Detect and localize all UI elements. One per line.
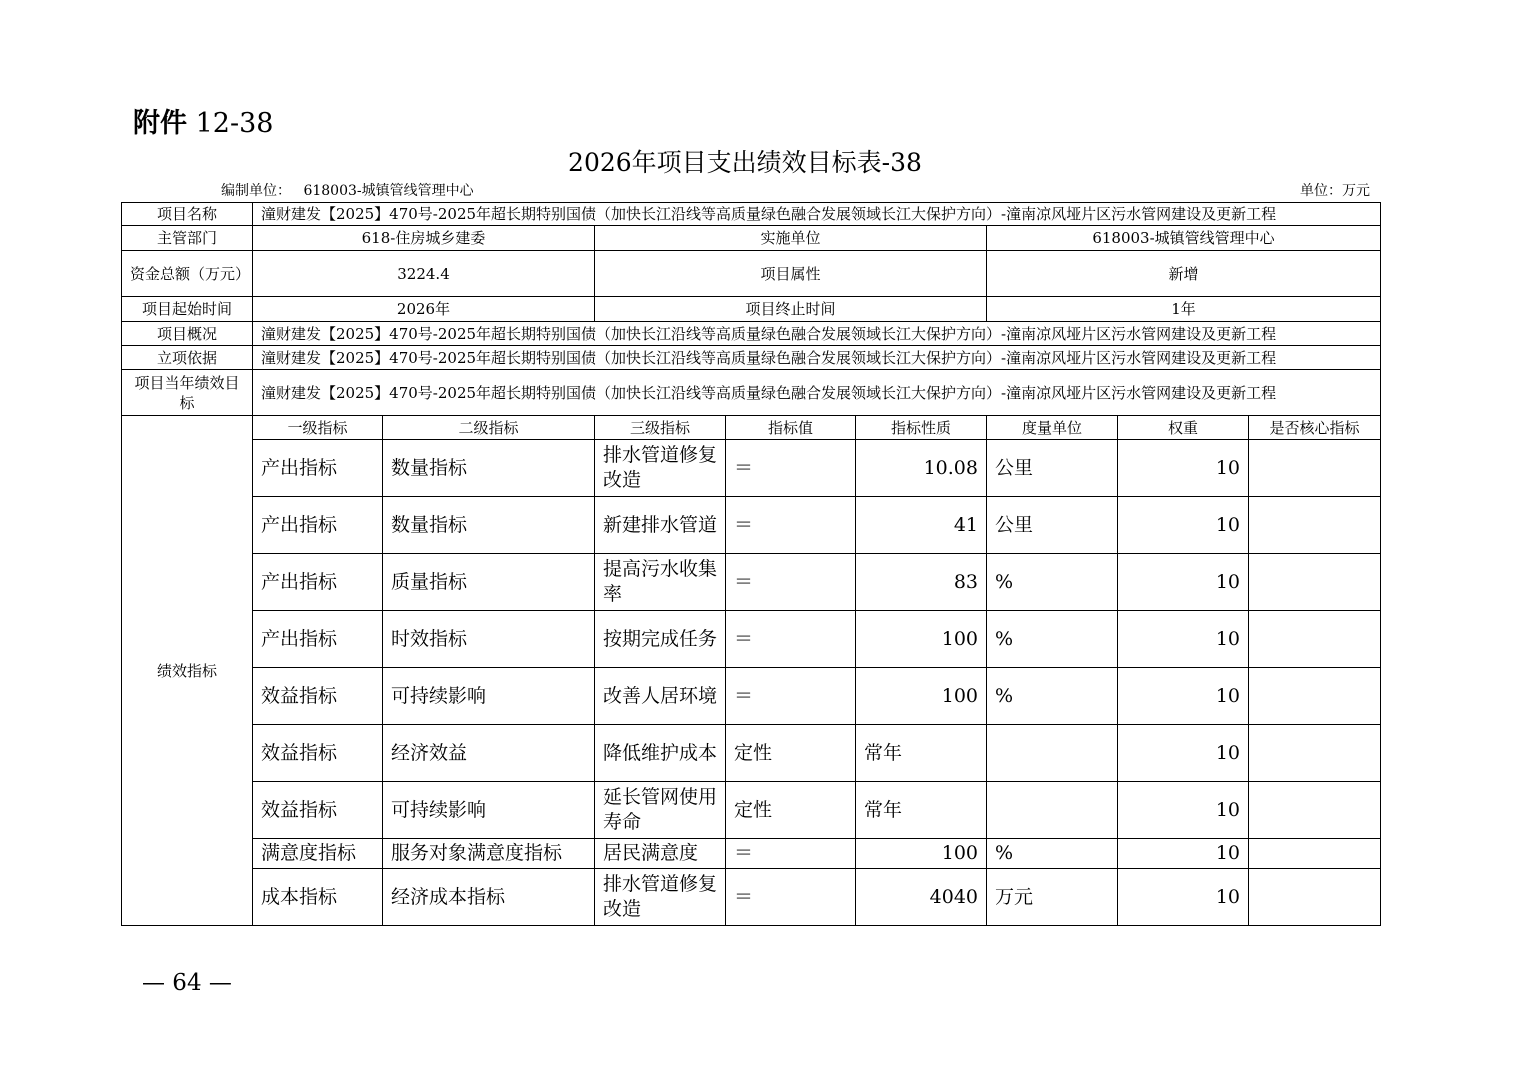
row-val: 定性: [726, 725, 856, 782]
overview-label: 项目概况: [122, 322, 253, 346]
row-l1: 产出指标: [253, 440, 383, 497]
row-nature: 83: [856, 554, 987, 611]
row-val: 定性: [726, 782, 856, 839]
row-unit: 万元: [987, 869, 1118, 926]
impl-value: 618003-城镇管线管理中心: [987, 226, 1381, 251]
perf-section-label: 绩效指标: [122, 416, 253, 926]
row-l1: 产出指标: [253, 497, 383, 554]
row-l3: 降低维护成本: [595, 725, 726, 782]
row-val: ＝: [726, 611, 856, 668]
compiler-value: 618003-城镇管线管理中心: [303, 183, 474, 199]
row-unit: 公里: [987, 440, 1118, 497]
row-unit: %: [987, 554, 1118, 611]
unit-text: 单位：万元: [1300, 183, 1370, 199]
col-nature: 指标性质: [856, 416, 987, 440]
row-l3: 新建排水管道: [595, 497, 726, 554]
row-nature: 100: [856, 839, 987, 869]
end-value: 1年: [987, 297, 1381, 322]
row-core: [1249, 440, 1381, 497]
row-core: [1249, 869, 1381, 926]
row-weight: 10: [1118, 497, 1249, 554]
goal-value: 潼财建发【2025】470号-2025年超长期特别国债（加快长江沿线等高质量绿色融合发展领域长江大保护方向）-潼南凉风垭片区污水管网建设及更新工程: [253, 370, 1381, 416]
col-l2: 二级指标: [383, 416, 595, 440]
compiler-line: [221, 182, 474, 200]
row-val: ＝: [726, 497, 856, 554]
row-core: [1249, 668, 1381, 725]
row-l1: 产出指标: [253, 554, 383, 611]
row-l2: 质量指标: [383, 554, 595, 611]
row-l3: 排水管道修复改造: [595, 869, 726, 926]
row-l2: 时效指标: [383, 611, 595, 668]
row-basis: [122, 346, 1381, 370]
attachment-number: 12-38: [195, 108, 274, 139]
row-l2: 经济成本指标: [383, 869, 595, 926]
row-time: [122, 297, 1381, 322]
table-row: [122, 839, 1381, 869]
row-core: [1249, 497, 1381, 554]
row-unit: [987, 782, 1118, 839]
row-l3: 居民满意度: [595, 839, 726, 869]
row-nature: 10.08: [856, 440, 987, 497]
row-l3: 按期完成任务: [595, 611, 726, 668]
row-nature: 100: [856, 668, 987, 725]
row-l3: 改善人居环境: [595, 668, 726, 725]
row-l2: 可持续影响: [383, 782, 595, 839]
overview-value: 潼财建发【2025】470号-2025年超长期特别国债（加快长江沿线等高质量绿色融合发展领域长江大保护方向）-潼南凉风垭片区污水管网建设及更新工程: [253, 322, 1381, 346]
row-weight: 10: [1118, 611, 1249, 668]
row-val: ＝: [726, 440, 856, 497]
row-val: ＝: [726, 668, 856, 725]
row-nature: 41: [856, 497, 987, 554]
table-row: [122, 440, 1381, 497]
col-val: 指标值: [726, 416, 856, 440]
row-weight: 10: [1118, 869, 1249, 926]
compiler-label: 编制单位：: [221, 183, 291, 199]
table-row: [122, 869, 1381, 926]
table-row: [122, 611, 1381, 668]
row-core: [1249, 611, 1381, 668]
row-l2: 经济效益: [383, 725, 595, 782]
row-weight: 10: [1118, 440, 1249, 497]
project-name-label: 项目名称: [122, 203, 253, 226]
goal-label: 项目当年绩效目标: [122, 370, 253, 416]
row-l1: 成本指标: [253, 869, 383, 926]
row-project-name: [122, 203, 1381, 226]
table-row: [122, 782, 1381, 839]
start-value: 2026年: [253, 297, 595, 322]
col-l3: 三级指标: [595, 416, 726, 440]
dept-value: 618-住房城乡建委: [253, 226, 595, 251]
row-goal: [122, 370, 1381, 416]
basis-value: 潼财建发【2025】470号-2025年超长期特别国债（加快长江沿线等高质量绿色融合发展领域长江大保护方向）-潼南凉风垭片区污水管网建设及更新工程: [253, 346, 1381, 370]
row-l2: 服务对象满意度指标: [383, 839, 595, 869]
row-core: [1249, 554, 1381, 611]
page-number: — 64 —: [142, 970, 232, 996]
col-unit: 度量单位: [987, 416, 1118, 440]
attachment-heading: [133, 107, 273, 141]
row-weight: 10: [1118, 554, 1249, 611]
row-nature: 常年: [856, 782, 987, 839]
fund-label: 资金总额（万元）: [122, 251, 253, 297]
row-val: ＝: [726, 554, 856, 611]
row-val: ＝: [726, 839, 856, 869]
table-row: [122, 668, 1381, 725]
table-row: [122, 725, 1381, 782]
row-weight: 10: [1118, 782, 1249, 839]
row-l1: 效益指标: [253, 782, 383, 839]
row-l3: 提高污水收集率: [595, 554, 726, 611]
impl-label: 实施单位: [595, 226, 987, 251]
row-nature: 4040: [856, 869, 987, 926]
attr-label: 项目属性: [595, 251, 987, 297]
row-l2: 数量指标: [383, 497, 595, 554]
performance-table: [121, 202, 1381, 926]
row-core: [1249, 725, 1381, 782]
attachment-label: 附件: [133, 108, 187, 139]
row-val: ＝: [726, 869, 856, 926]
row-l3: 延长管网使用寿命: [595, 782, 726, 839]
row-weight: 10: [1118, 725, 1249, 782]
table-row: [122, 554, 1381, 611]
perf-header-row: [122, 416, 1381, 440]
basis-label: 立项依据: [122, 346, 253, 370]
attr-value: 新增: [987, 251, 1381, 297]
page-title: 2026年项目支出绩效目标表-38: [568, 148, 922, 177]
row-core: [1249, 839, 1381, 869]
row-unit: 公里: [987, 497, 1118, 554]
row-l1: 效益指标: [253, 725, 383, 782]
row-l1: 效益指标: [253, 668, 383, 725]
dept-label: 主管部门: [122, 226, 253, 251]
row-l2: 可持续影响: [383, 668, 595, 725]
row-fund: [122, 251, 1381, 297]
col-l1: 一级指标: [253, 416, 383, 440]
row-l1: 产出指标: [253, 611, 383, 668]
row-unit: %: [987, 839, 1118, 869]
row-nature: 常年: [856, 725, 987, 782]
row-unit: %: [987, 668, 1118, 725]
row-weight: 10: [1118, 668, 1249, 725]
row-l2: 数量指标: [383, 440, 595, 497]
row-weight: 10: [1118, 839, 1249, 869]
fund-value: 3224.4: [253, 251, 595, 297]
col-weight: 权重: [1118, 416, 1249, 440]
project-name: 潼财建发【2025】470号-2025年超长期特别国债（加快长江沿线等高质量绿色融合发展领域长江大保护方向）-潼南凉风垭片区污水管网建设及更新工程: [253, 203, 1381, 226]
end-label: 项目终止时间: [595, 297, 987, 322]
start-label: 项目起始时间: [122, 297, 253, 322]
row-overview: [122, 322, 1381, 346]
table-row: [122, 497, 1381, 554]
row-core: [1249, 782, 1381, 839]
row-unit: %: [987, 611, 1118, 668]
row-dept: [122, 226, 1381, 251]
col-core: 是否核心指标: [1249, 416, 1381, 440]
row-l3: 排水管道修复改造: [595, 440, 726, 497]
row-unit: [987, 725, 1118, 782]
row-nature: 100: [856, 611, 987, 668]
row-l1: 满意度指标: [253, 839, 383, 869]
